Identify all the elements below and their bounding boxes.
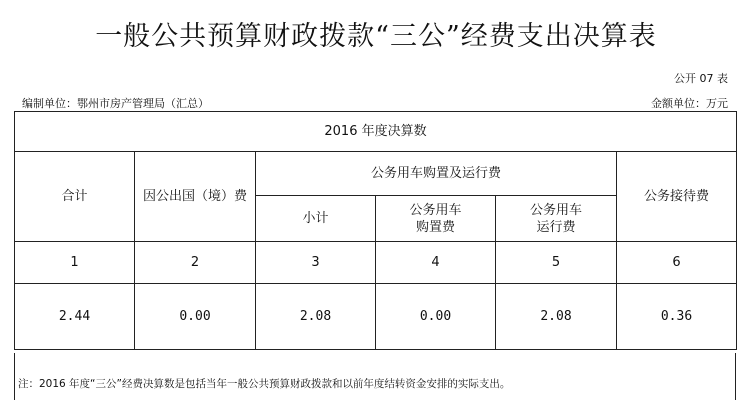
year-header: 2016 年度决算数 xyxy=(15,112,737,152)
form-number: 公开 07 表 xyxy=(674,72,728,85)
col-vehicle-purchase-header: 公务用车 购置费 xyxy=(376,196,496,242)
value-total: 2.44 xyxy=(15,284,135,350)
col-total-header: 合计 xyxy=(15,152,135,242)
year-header-row xyxy=(15,112,737,152)
index-cell: 3 xyxy=(256,242,376,284)
note-box-left-border xyxy=(14,353,15,400)
value-vehicle-operation: 2.08 xyxy=(496,284,617,350)
value-reception: 0.36 xyxy=(617,284,737,350)
col-vehicle-operation-header: 公务用车 运行费 xyxy=(496,196,617,242)
col-reception-header: 公务接待费 xyxy=(617,152,737,242)
index-cell: 2 xyxy=(135,242,256,284)
value-vehicle-purchase: 0.00 xyxy=(376,284,496,350)
value-vehicle-subtotal: 2.08 xyxy=(256,284,376,350)
col-subtotal-header: 小计 xyxy=(256,196,376,242)
index-cell: 6 xyxy=(617,242,737,284)
values-row xyxy=(15,284,737,350)
value-abroad: 0.00 xyxy=(135,284,256,350)
footnote: 注：2016 年度“三公”经费决算数是包括当年一般公共预算财政拨款和以前年度结转资金安排的实际支出。 xyxy=(18,378,511,390)
three-public-expenses-table xyxy=(14,111,737,350)
index-row xyxy=(15,242,737,284)
page-title: 一般公共预算财政拨款“三公”经费支出决算表 xyxy=(95,21,657,52)
col-vehicle-group-header: 公务用车购置及运行费 xyxy=(256,152,617,196)
note-box-right-border xyxy=(735,353,736,400)
index-cell: 4 xyxy=(376,242,496,284)
amount-unit: 金额单位：万元 xyxy=(651,97,728,110)
index-cell: 5 xyxy=(496,242,617,284)
header-row-1 xyxy=(15,152,737,196)
index-cell: 1 xyxy=(15,242,135,284)
col-abroad-header: 因公出国（境）费 xyxy=(135,152,256,242)
compiling-unit: 编制单位：鄂州市房产管理局（汇总） xyxy=(22,97,209,110)
